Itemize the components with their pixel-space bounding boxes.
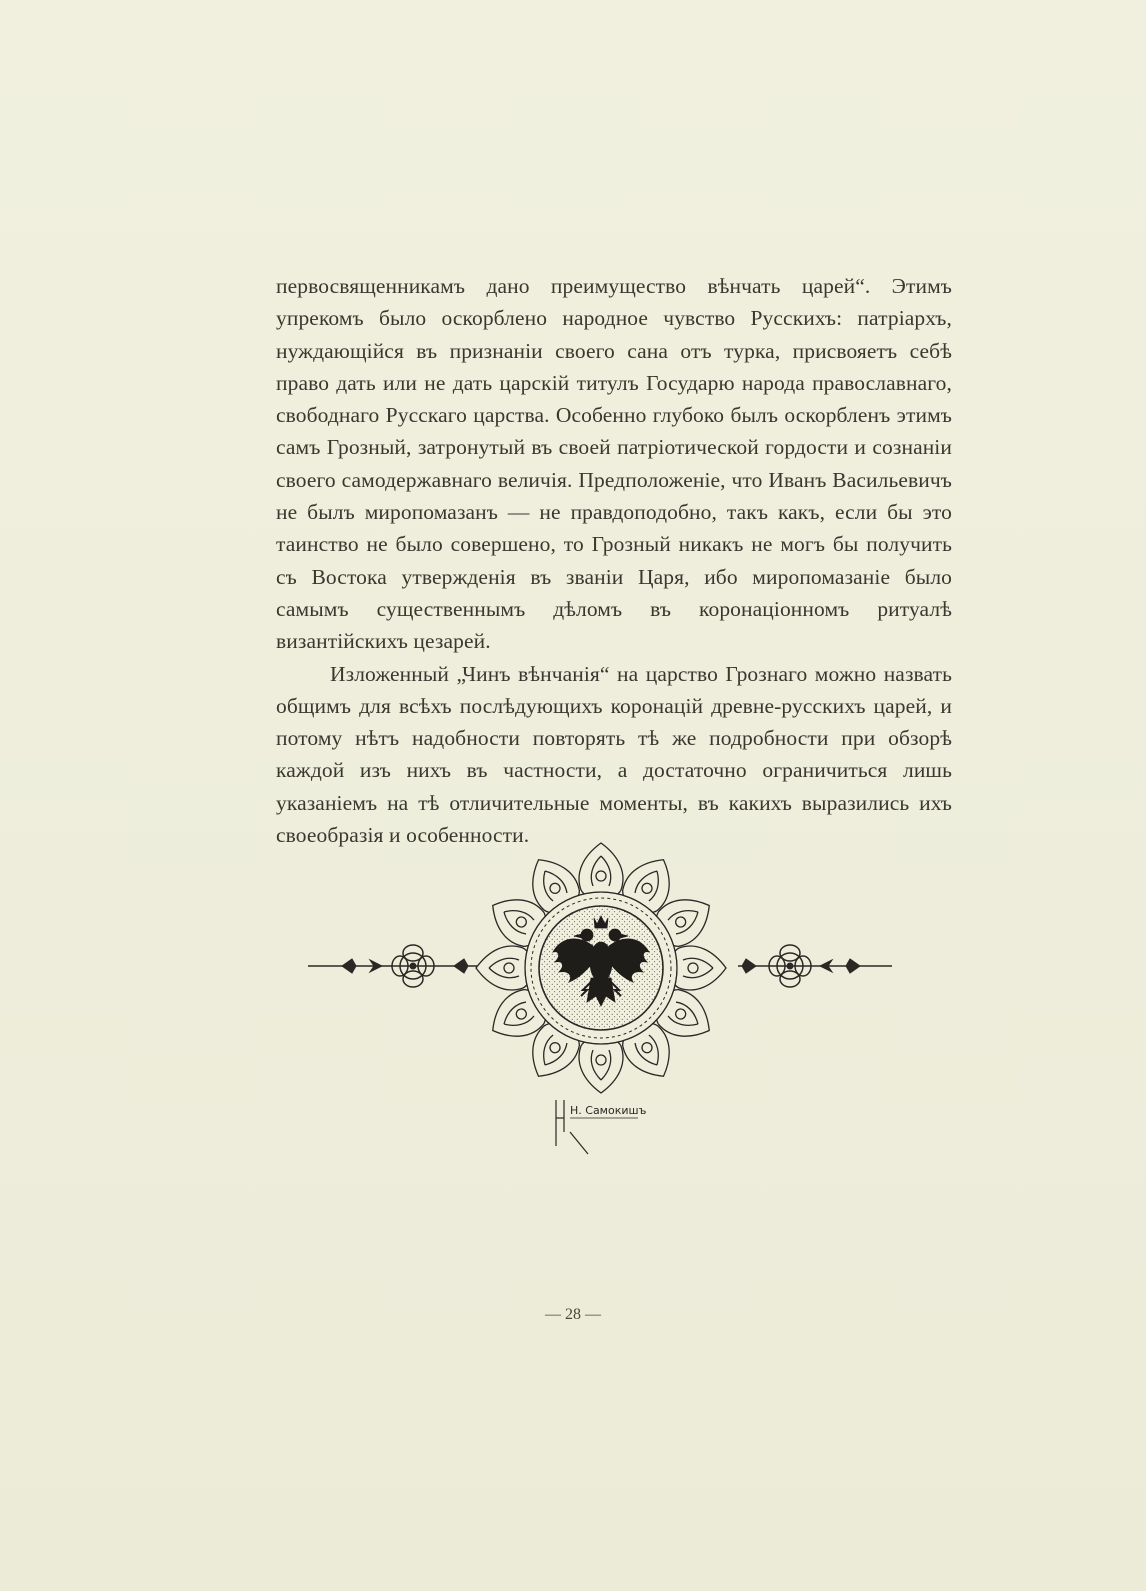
artist-signature	[556, 1100, 647, 1154]
paragraph-1: первосвященникамъ дано преимущество вѣнчать царей“. Этимъ упрекомъ было оскорблено народное чувство Русскихъ: патріархъ, нуждающійся въ признаніи своего сана отъ турка, присвояетъ себѣ право дать или не дать царскій титулъ Государю народа православнаго, свободнаго Русскаго царства. Особенно глубоко былъ оскорбленъ этимъ самъ Грозный, затронутый въ своей патріотической гордости и сознаніи своего самодержавнаго величія. Предположеніе, что Иванъ Васильевичъ не былъ миропомазанъ — не правдоподобно, такъ какъ, если бы это таинство не было совершено, то Грозный никакъ не могъ бы получить съ Востока утвержденія въ званіи Царя, ибо миропомазаніе было самымъ существеннымъ дѣломъ въ коронаціонномъ ритуалѣ византійскихъ цезарей.	[276, 274, 952, 654]
body-text	[276, 270, 952, 851]
paragraph-2: Изложенный „Чинъ вѣнчанія“ на царство Грознаго можно назвать общимъ для всѣхъ послѣдующихъ коронацій древне-русскихъ царей, и потому нѣтъ надобности повторять тѣ же подробности при обзорѣ каждой изъ нихъ въ частности, а достаточно ограничиться лишь указаніемъ на тѣ отличительные моменты, въ какихъ выразились ихъ своеобразія и особенности.	[276, 661, 952, 848]
signature-text: Н. Самокишъ	[570, 1104, 647, 1117]
ornament-vignette	[308, 842, 908, 1182]
page-number: — 28 —	[545, 1306, 601, 1323]
right-flourish	[738, 959, 892, 973]
